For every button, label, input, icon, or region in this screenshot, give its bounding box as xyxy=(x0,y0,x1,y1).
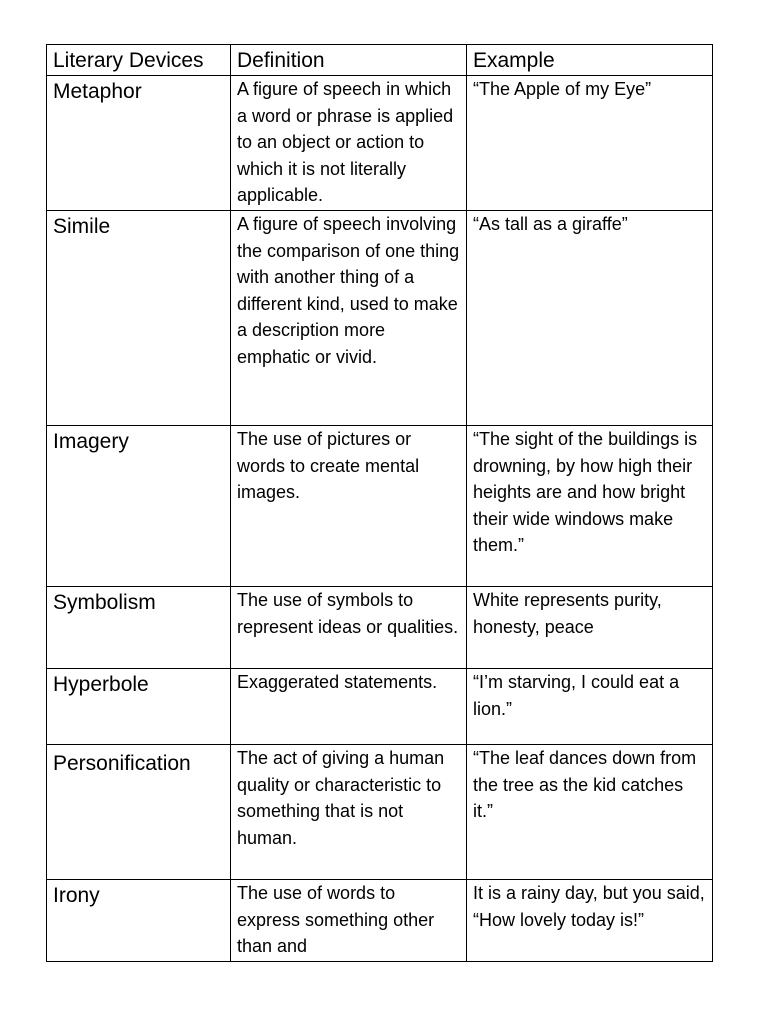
table-row xyxy=(47,880,713,962)
example-cell: “The sight of the buildings is drowning, by how high their heights are and how bright their wide windows make them.” xyxy=(467,426,713,587)
example-cell: “As tall as a giraffe” xyxy=(467,211,713,426)
definition-cell: The use of pictures or words to create mental images. xyxy=(231,426,467,587)
header-example: Example xyxy=(467,45,713,76)
definition-cell: A figure of speech involving the comparison of one thing with another thing of a different kind, used to make a description more emphatic or vivid. xyxy=(231,211,467,426)
header-definition: Definition xyxy=(231,45,467,76)
table-row xyxy=(47,211,713,426)
definition-cell: The use of symbols to represent ideas or qualities. xyxy=(231,587,467,669)
definition-cell: A figure of speech in which a word or phrase is applied to an object or action to which it is not literally applicable. xyxy=(231,76,467,211)
term-cell: Hyperbole xyxy=(47,669,231,745)
term-cell: Metaphor xyxy=(47,76,231,211)
example-cell: “The Apple of my Eye” xyxy=(467,76,713,211)
table-header-row xyxy=(47,45,713,76)
table-row xyxy=(47,669,713,745)
literary-devices-table xyxy=(46,44,713,962)
term-cell: Simile xyxy=(47,211,231,426)
term-cell: Irony xyxy=(47,880,231,962)
example-cell: “I’m starving, I could eat a lion.” xyxy=(467,669,713,745)
table-row xyxy=(47,76,713,211)
definition-cell: The act of giving a human quality or characteristic to something that is not human. xyxy=(231,745,467,880)
definition-cell: The use of words to express something other than and xyxy=(231,880,467,962)
example-cell: It is a rainy day, but you said, “How lovely today is!” xyxy=(467,880,713,962)
definition-cell: Exaggerated statements. xyxy=(231,669,467,745)
table-row xyxy=(47,587,713,669)
term-cell: Imagery xyxy=(47,426,231,587)
example-cell: “The leaf dances down from the tree as the kid catches it.” xyxy=(467,745,713,880)
example-cell: White represents purity, honesty, peace xyxy=(467,587,713,669)
term-cell: Symbolism xyxy=(47,587,231,669)
table-row xyxy=(47,745,713,880)
header-literary-devices: Literary Devices xyxy=(47,45,231,76)
term-cell: Personification xyxy=(47,745,231,880)
table-row xyxy=(47,426,713,587)
